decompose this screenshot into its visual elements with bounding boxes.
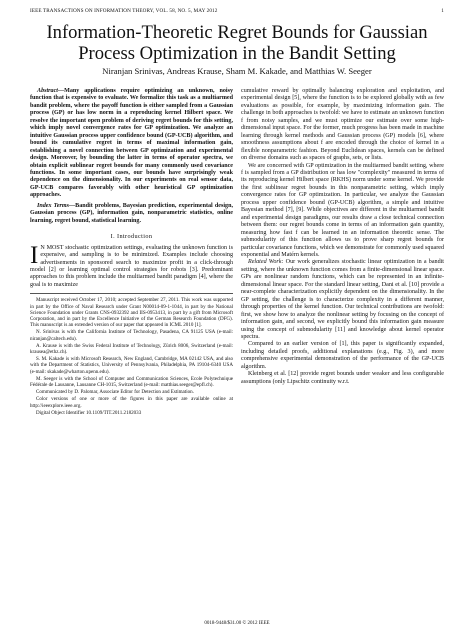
- title-line-2: Process Optimization in the Bandit Setting: [78, 43, 396, 64]
- drop-cap: I: [30, 241, 39, 269]
- author-list: Niranjan Srinivas, Andreas Krause, Sham M. Kakade, and Matthias W. Seeger: [102, 66, 372, 76]
- footnote: M. Seeger is with the School of Computer and Communication Sciences, Ecole Polytechnique Fédérale de Lausanne, Lausanne CH-1015, Switzerland (e-mail: matthias.seeger@epfl.ch).: [30, 375, 233, 388]
- running-head: [30, 6, 444, 16]
- related-work-paragraph: [241, 259, 444, 341]
- intro-text: N MOST stochastic optimization settings, evaluating the unknown function is expensive, and sampling is to be minimized. Examples include choosing advertisements in sponsored search to maximize profit in a click-through model [2] or learning optimal control strategies for robots [3]. Predominant approaches to this problem include the multiarmed bandit paradigm [4], where the goal is to maximize: [30, 244, 233, 288]
- footnote: N. Srinivas is with the California Institute of Technology, Pasadena, CA 91125 USA (e-mail: niranjan@caltech.edu).: [30, 329, 233, 342]
- footnote-doi: Digital Object Identifier 10.1109/TIT.2011.2182033: [36, 409, 142, 416]
- paper-title: [30, 22, 444, 64]
- footnote: Manuscript received October 17, 2010; accepted September 27, 2011. This work was supported in part by the Office of Naval Research under Grant N00014-09-1-1044, in part by the National Science Foundation under Grants CNS-0932392 and IIS-0953413, in part by a gift from Microsoft Corporation, and in part by the Excellence Initiative of the German Research Foundation (DFG). This manuscript is an extended version of our paper that appeared in ICML 2010 [1].: [30, 297, 233, 329]
- footnote: A. Krause is with the Swiss Federal Institute of Technology, Zürich 8006, Switzerland (e-mail: krausea@ethz.ch).: [30, 342, 233, 355]
- title-line-1: Information-Theoretic Regret Bounds for Gaussian: [46, 22, 428, 43]
- body-paragraph: Compared to an earlier version of [1], this paper is significantly expanded, including detailed proofs, additional explanations (e.g., Fig. 3), and more comprehensive experimental demonstration of the performance of the GP-UCB algorithm.: [241, 341, 444, 370]
- body-paragraph: We are concerned with GP optimization in the multiarmed bandit setting, where f is sampled from a GP distribution or has low "complexity" measured in terms of its reproducing kernel Hilbert space (RKHS) norm under some kernel. We provide the first sublinear regret bounds in this nonparametric setting, which imply convergence rates for GP optimization. In particular, we analyze the Gaussian process upper confidence bound (GP-UCB) algorithm, a simple and intuitive Bayesian method [7], [9]. While objectives are different in the multiarmed bandit and experimental design paradigms, our results draw a close technical connection between them: our regret bounds come in terms of an information gain quantity, measuring how fast f can be learned in an information theoretic sense. The submodularity of this function allows us to prove sharp regret bounds for particular covariance functions, which we demonstrate for commonly used squared exponential and Matérn kernels.: [241, 162, 444, 258]
- footnote: Communicated by D. Palomar, Associate Editor for Detection and Estimation.: [36, 389, 194, 396]
- body-paragraph: Kleinberg et al. [12] provide regret bounds under weaker and less configurable assumptions (only Lipschitz continuity w.r.t.: [241, 371, 444, 385]
- index-terms-label: Index Terms: [37, 202, 70, 209]
- abstract-label: Abstract: [37, 88, 58, 94]
- abstract: [30, 88, 233, 200]
- two-column-body: [30, 88, 444, 417]
- right-column: [241, 88, 444, 417]
- section-heading-introduction: I. Introduction: [110, 233, 153, 241]
- intro-paragraph: [30, 241, 233, 290]
- footnote: S. M. Kakade is with Microsoft Research, New England, Cambridge, MA 02142 USA, and also with the Department of Statistics, University of Pennsylvania, Philadelphia, PA 19104-6340 USA (e-mail: skakade@wharton.upenn.edu).: [30, 356, 233, 375]
- left-column: [30, 88, 233, 417]
- related-work-text: Our work generalizes stochastic linear optimization in a bandit setting, where the unknown function comes from a finite-dimensional linear space. GPs are nonlinear random functions, which can be represented in an infinite-dimensional linear space. For the standard linear setting, Dani et al. [10] provide a near-complete characterization explicitly dependent on the dimensionality. In the GP setting, the challenge is to characterize complexity in a different manner, through properties of the kernel function. Our technical contributions are twofold: first, we show how to analyze the nonlinear setting by focusing on the concept of information gain, and second, we explicitly bound this information gain measure using the concept of submodularity [11] and knowledge about kernel operator spectra.: [241, 259, 444, 340]
- journal-name: IEEE TRANSACTIONS ON INFORMATION THEORY, VOL. 58, NO. 5, MAY 2012: [30, 8, 218, 14]
- index-terms-text: —Bandit problems, Bayesian prediction, experimental design, Gaussian process (GP), information gain, nonparametric statistics, online learning, regret bound, statistical learning.: [30, 202, 233, 224]
- page-number: 1: [441, 8, 444, 14]
- abstract-text: —Many applications require optimizing an unknown, noisy function that is expensive to evaluate. We formalize this task as a multiarmed bandit problem, where the payoff function is either sampled from a Gaussian process (GP) or has low norm in a reproducing kernel Hilbert space. We resolve the important open problem of deriving regret bounds for this setting, which imply novel convergence rates for GP optimization. We analyze an intuitive Gaussian process upper confidence bound (GP-UCB) algorithm, and bound its cumulative regret in terms of maximal information gain, establishing a novel connection between GP optimization and experimental design. Moreover, by bounding the latter in terms of operator spectra, we obtain explicit sublinear regret bounds for many commonly used covariance functions. In some important cases, our bounds have surprisingly weak dependence on the dimensionality. In our experiments on real sensor data, GP-UCB compares favorably with other heuristical GP optimization approaches.: [30, 88, 233, 199]
- related-work-label: Related Work:: [248, 259, 284, 266]
- footnotes: [30, 293, 233, 416]
- copyright-footer: 0018-9448/$31.00 © 2012 IEEE: [204, 621, 270, 626]
- footnote: Color versions of one or more of the figures in this paper are available online at http://ieeexplore.ieee.org.: [30, 396, 233, 409]
- index-terms: [30, 203, 233, 225]
- body-paragraph: cumulative reward by optimally balancing exploration and exploitation, and experimental design [5], where the function is to be explored globally with as few evaluations as possible, for example, by maximizing information gain. The challenge in both approaches is twofold: we have to estimate an unknown function f from noisy samples, and we must optimize our estimate over some high-dimensional input space. For the former, much progress has been made in machine learning through kernel methods and Gaussian process (GP) models [6], where smoothness assumptions about f are encoded through the choice of kernel in a flexible nonparametric fashion. Beyond Euclidean spaces, kernels can be defined on diverse domains such as spaces of graphs, sets, or lists.: [241, 88, 444, 162]
